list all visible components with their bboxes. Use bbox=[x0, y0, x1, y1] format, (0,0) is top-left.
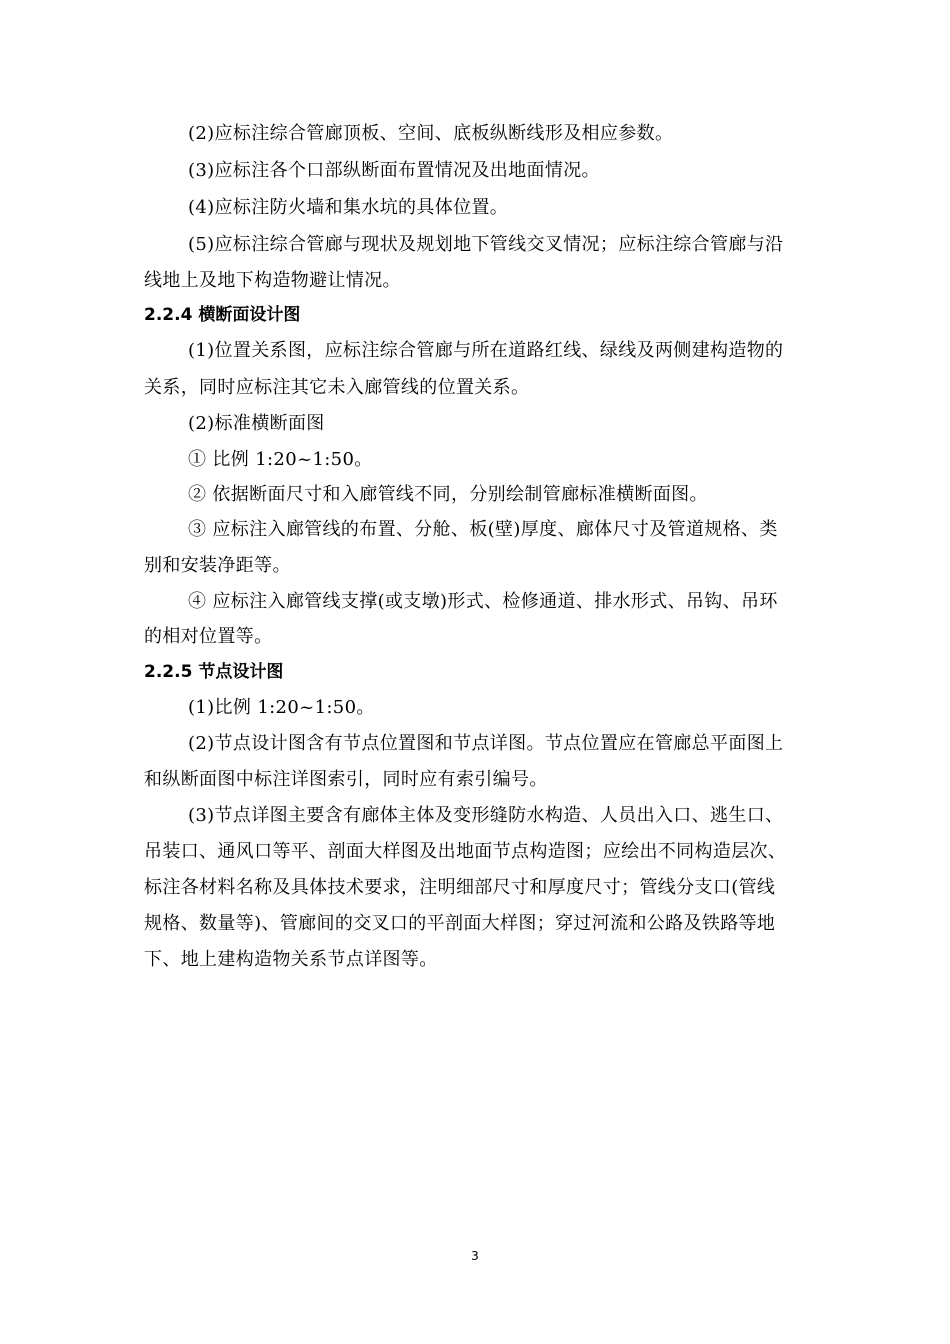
paragraph-line: 下、地上建构造物关系节点详图等。 bbox=[144, 949, 438, 970]
paragraph-line: 标注各材料名称及具体技术要求，注明细部尺寸和厚度尺寸；管线分支口(管线 bbox=[144, 877, 776, 898]
paragraph-line: 别和安装净距等。 bbox=[144, 555, 291, 576]
paragraph-line: (5)应标注综合管廊与现状及规划地下管线交叉情况；应标注综合管廊与沿 bbox=[188, 234, 784, 255]
paragraph-line: (2)标准横断面图 bbox=[188, 413, 325, 434]
paragraph-line: ② 依据断面尺寸和入廊管线不同，分别绘制管廊标准横断面图。 bbox=[188, 484, 708, 505]
section-heading-2-2-5: 2.2.5 节点设计图 bbox=[144, 662, 284, 682]
paragraph-line: ③ 应标注入廊管线的布置、分舱、板(壁)厚度、廊体尺寸及管道规格、类 bbox=[188, 519, 778, 540]
section-heading-2-2-4: 2.2.4 横断面设计图 bbox=[144, 305, 301, 325]
paragraph-line: (2)节点设计图含有节点位置图和节点详图。节点位置应在管廊总平面图上 bbox=[188, 733, 784, 754]
paragraph-line: 规格、数量等)、管廊间的交叉口的平剖面大样图；穿过河流和公路及铁路等地 bbox=[144, 913, 776, 934]
paragraph-line: 和纵断面图中标注详图索引，同时应有索引编号。 bbox=[144, 769, 548, 790]
page-number: 3 bbox=[471, 1249, 479, 1263]
paragraph-line: (2)应标注综合管廊顶板、空间、底板纵断线形及相应参数。 bbox=[188, 123, 674, 144]
paragraph-line: ④ 应标注入廊管线支撑(或支墩)形式、检修通道、排水形式、吊钩、吊环 bbox=[188, 591, 778, 612]
paragraph-line: (3)应标注各个口部纵断面布置情况及出地面情况。 bbox=[188, 160, 600, 181]
paragraph-line: (4)应标注防火墙和集水坑的具体位置。 bbox=[188, 197, 509, 218]
paragraph-line: (1)位置关系图，应标注综合管廊与所在道路红线、绿线及两侧建构造物的 bbox=[188, 340, 784, 361]
paragraph-line: 吊装口、通风口等平、剖面大样图及出地面节点构造图；应绘出不同构造层次、 bbox=[144, 841, 787, 862]
paragraph-line: 关系，同时应标注其它未入廊管线的位置关系。 bbox=[144, 377, 530, 398]
paragraph-line: 线地上及地下构造物避让情况。 bbox=[144, 270, 401, 291]
paragraph-line: ① 比例 1:20~1:50。 bbox=[188, 449, 373, 470]
paragraph-line: 的相对位置等。 bbox=[144, 626, 273, 647]
paragraph-line: (3)节点详图主要含有廊体主体及变形缝防水构造、人员出入口、逃生口、 bbox=[188, 805, 784, 826]
paragraph-line: (1)比例 1:20~1:50。 bbox=[188, 697, 375, 718]
